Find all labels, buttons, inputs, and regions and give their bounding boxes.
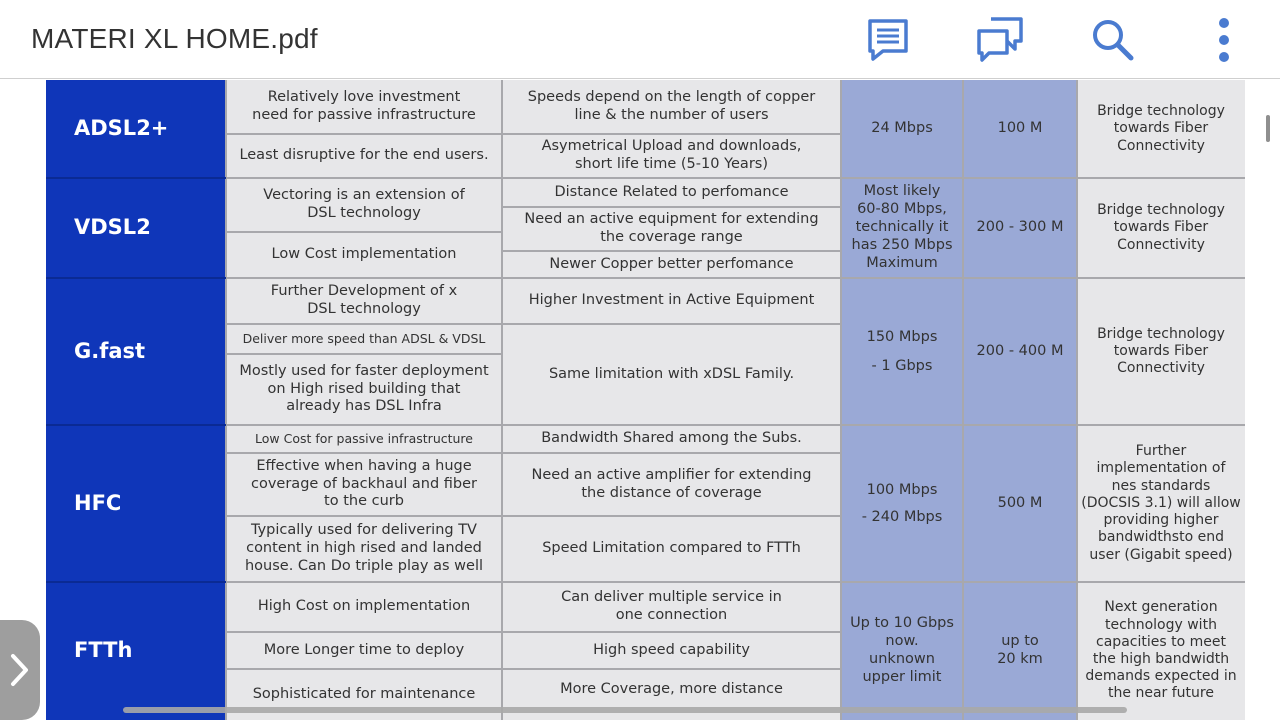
cons-cell: Speeds depend on the length of copper line & the number of users (527, 89, 816, 123)
cons-cell: Need an active amplifier for extending the distance of coverage (531, 466, 812, 501)
speed-cell: 150 Mbps - 1 Gbps (841, 278, 963, 425)
grid-line (226, 277, 1245, 279)
comment-icon (865, 17, 911, 63)
grid-line (501, 80, 503, 720)
pros-cell: Further Development of x DSL technology (270, 283, 458, 317)
grid-line (502, 452, 841, 454)
cons-cell: Speed Limitation compared to FTTh (542, 540, 801, 557)
horizontal-scroll-indicator[interactable] (123, 707, 1127, 713)
speed-cell: Most likely 60-80 Mbps, technically it has 250 Mbps Maximum (841, 178, 963, 278)
chat-icon (975, 15, 1025, 65)
pros-cell: Effective when having a huge coverage of backhaul and fiber to the curb (251, 457, 477, 510)
grid-line (840, 80, 842, 720)
speed-cell: 100 Mbps - 240 Mbps (841, 425, 963, 582)
note-cell: Further implementation of nes standards (DOCSIS 3.1) will allow providing higher bandwidthsto end user (Gigabit speed) (1081, 443, 1241, 563)
search-button[interactable] (1084, 12, 1140, 68)
pros-cell: Deliver more speed than ADSL & VDSL (242, 331, 486, 347)
grid-line (962, 80, 964, 720)
grid-line (226, 515, 502, 517)
cons-cell: Newer Copper better perfomance (549, 255, 794, 272)
chat-button[interactable] (972, 12, 1028, 68)
cons-cell: High speed capability (593, 641, 750, 658)
tech-label-vdsl2: VDSL2 (46, 178, 226, 278)
cons-cell: Distance Related to perfomance (554, 183, 789, 200)
pros-cell: Mostly used for faster deployment on High rised building that already has DSL Infra (239, 362, 489, 415)
cons-cell: Can deliver multiple service in one connection (561, 589, 782, 623)
more-options-button[interactable] (1196, 12, 1252, 68)
tech-label-hfc: HFC (46, 425, 226, 582)
pros-cell: Low Cost implementation (271, 246, 457, 263)
search-icon (1088, 16, 1136, 64)
cons-cell: Bandwidth Shared among the Subs. (541, 430, 802, 447)
grid-line (502, 668, 841, 670)
cons-cell: Need an active equipment for extending the coverage range (524, 211, 819, 245)
tech-label-gfast: G.fast (46, 278, 226, 425)
grid-line (46, 581, 226, 583)
pros-cell: Vectoring is an extension of DSL technology (263, 187, 465, 221)
grid-line (502, 323, 841, 325)
cons-cell: More Coverage, more distance (560, 681, 783, 698)
grid-line (226, 631, 502, 633)
tech-label-adsl2: ADSL2+ (46, 80, 226, 178)
distance-cell: 200 - 400 M (963, 278, 1077, 425)
grid-line (502, 133, 841, 135)
note-cell: Next generation technology with capacities to meet the high bandwidth demands expected in the near future (1085, 599, 1237, 702)
grid-line (46, 177, 226, 179)
more-vert-icon (1214, 16, 1234, 64)
grid-line (226, 177, 1245, 179)
grid-line (502, 206, 841, 208)
distance-cell: 100 M (963, 80, 1077, 178)
grid-line (502, 631, 841, 633)
grid-line (226, 668, 502, 670)
grid-line (226, 133, 502, 135)
cons-cell: Same limitation with xDSL Family. (548, 365, 795, 382)
pros-cell: Relatively love investment need for passive infrastructure (252, 89, 476, 123)
tech-label-ftth: FTTh (46, 582, 226, 720)
grid-line (225, 80, 227, 720)
distance-cell: 500 M (963, 425, 1077, 582)
pros-cell: Typically used for delivering TV content in high rised and landed house. Can Do triple play as well (244, 522, 484, 574)
vertical-scroll-indicator[interactable] (1266, 115, 1270, 142)
document-title: MATERI XL HOME.pdf (31, 23, 318, 54)
pros-cell: More Longer time to deploy (263, 641, 465, 658)
speed-cell: Up to 10 Gbps now. unknown upper limit (841, 582, 963, 720)
pdf-page[interactable] (46, 80, 1245, 720)
grid-line (502, 250, 841, 252)
pros-cell: High Cost on implementation (257, 598, 471, 615)
grid-line (226, 323, 502, 325)
pros-cell: Least disruptive for the end users. (239, 147, 489, 164)
note-cell: Bridge technology towards Fiber Connectivity (1097, 202, 1225, 253)
grid-line (1076, 80, 1078, 720)
grid-line (502, 515, 841, 517)
note-cell: Bridge technology towards Fiber Connectivity (1097, 103, 1225, 154)
grid-line (226, 424, 1245, 426)
chevron-right-icon (9, 652, 31, 688)
grid-line (46, 424, 226, 426)
grid-line (46, 277, 226, 279)
cons-cell: Higher Investment in Active Equipment (528, 292, 815, 309)
speed-cell: 24 Mbps (841, 80, 963, 178)
distance-cell: up to 20 km (963, 582, 1077, 720)
grid-line (226, 353, 502, 355)
comment-button[interactable] (860, 12, 916, 68)
note-cell: Bridge technology towards Fiber Connectivity (1097, 325, 1225, 377)
pros-cell: Sophisticated for maintenance (252, 685, 476, 702)
grid-line (226, 231, 502, 233)
next-page-handle[interactable] (0, 620, 40, 720)
grid-line (226, 581, 1245, 583)
grid-line (226, 452, 502, 454)
distance-cell: 200 - 300 M (963, 178, 1077, 278)
pros-cell: Low Cost for passive infrastructure (255, 431, 473, 447)
app-bar (0, 0, 1280, 79)
cons-cell: Asymetrical Upload and downloads, short life time (5-10 Years) (541, 138, 802, 172)
